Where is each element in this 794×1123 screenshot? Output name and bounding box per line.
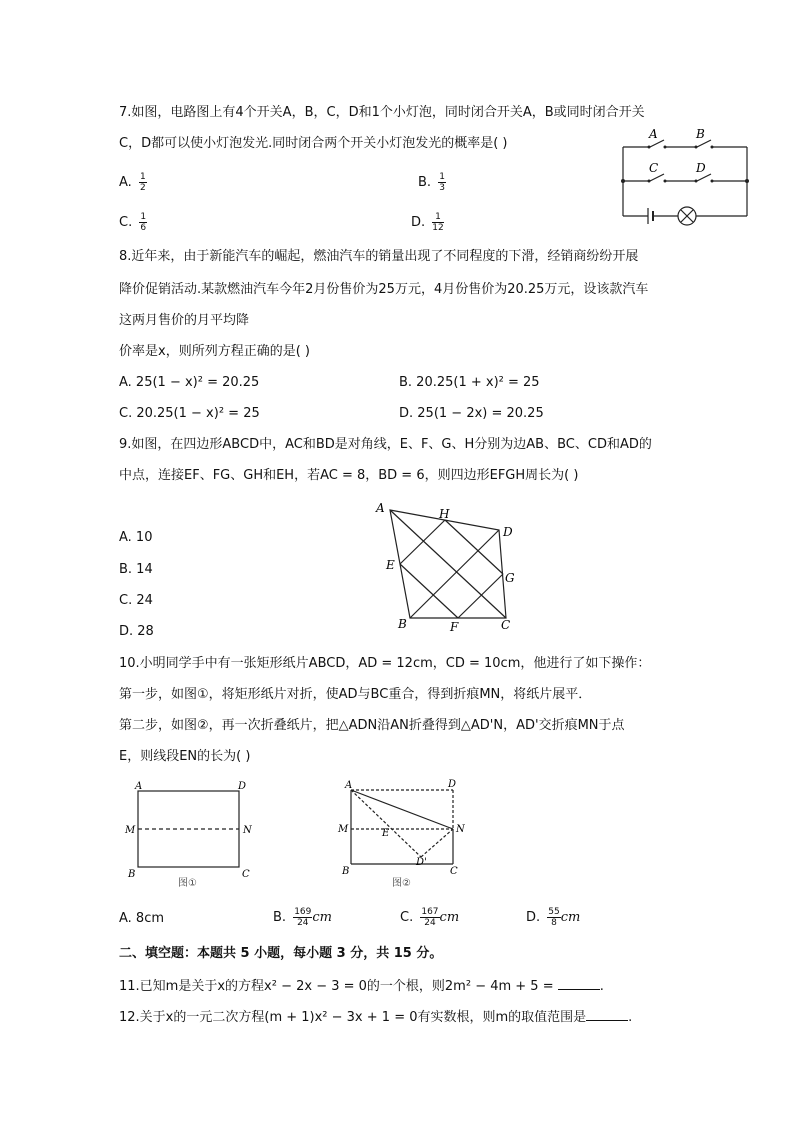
fig2-d-label: D [448,779,457,790]
numerator: 167 [421,907,439,917]
q7-option-b-fraction [438,172,446,193]
unit: cm [560,910,581,925]
q7-option-b [418,172,446,193]
denominator: 8 [551,918,557,928]
switch-d-label: D [696,161,706,175]
q10-option-b [273,907,332,928]
fig1-a-label: A [135,781,143,792]
q12 [119,1008,632,1027]
q8-line4: 价率是x，则所列方程正确的是( ) [119,344,310,359]
q9-option-a: A. 10 [119,530,153,545]
denominator: 12 [432,223,444,233]
q7-option-b-label: B. [418,175,432,190]
q9-option-c: C. 24 [119,593,153,608]
fig1-d-label: D [238,781,247,792]
point-f-label: F [450,620,459,634]
switch-a-label: A [649,127,658,141]
q7-option-d [411,212,444,233]
q7-option-d-fraction [432,212,443,233]
numerator: 55 [548,907,560,917]
fig1-b-label: B [128,869,136,880]
q10-option-d [526,907,580,928]
point-e-label: E [386,558,395,572]
q7-option-a-fraction [139,172,147,193]
fig1-c-label: C [242,869,250,880]
denominator: 2 [139,183,146,193]
q9-option-b: B. 14 [119,562,153,577]
q10-option-b-label: B. [273,910,287,925]
fig2-b-label: B [342,866,350,877]
denominator: 3 [439,183,445,193]
unit: cm [312,910,332,925]
quadrilateral-diagram [370,498,530,638]
vertex-b-label: B [398,617,407,631]
fig2-e-label: E [382,828,390,839]
q11-end: . [599,979,604,994]
q7-option-c-fraction [139,212,147,233]
vertex-a-label: A [376,501,385,515]
q7-option-c-label: C. [119,215,133,230]
q10-line1: 10.小明同学手中有一张矩形纸片ABCD，AD = 12cm，CD = 10cm，他进行了如下操作： [119,656,651,671]
vertex-c-label: C [501,618,511,632]
numerator: 169 [294,907,312,917]
q10-option-c-label: C. [400,910,414,925]
q7-option-a-label: A. [119,175,132,190]
q8-line2: 降价促销活动.某款燃油汽车今年2月份售价为25万元，4月份售价为20.25万元，设该款汽车 [119,282,649,297]
denominator: 24 [424,918,436,928]
q10-option-c-fraction [420,907,439,928]
circuit-diagram [610,120,760,230]
denominator: 6 [140,223,147,233]
numerator: 1 [432,212,443,223]
fig2-a-label: A [345,780,353,791]
numerator: 1 [140,212,147,222]
q7-line1: 7.如图，电路图上有4个开关A，B，C，D和1个小灯泡，同时闭合开关A，B或同时闭合开关 [119,105,645,120]
q11-answer-blank[interactable] [558,977,600,990]
q10-option-a: A. 8cm [119,911,165,926]
switch-c-label: C [649,161,659,175]
section-2-title: 二、填空题：本题共 5 小题，每小题 3 分，共 15 分。 [119,946,443,961]
fig2-n-label: N [456,824,465,835]
q11 [119,977,604,996]
numerator: 1 [139,172,146,182]
figure-1-rectangle [118,778,263,893]
q8-option-d: D. 25(1 − 2x) = 20.25 [399,406,544,421]
q10-line2: 第一步，如图①，将矩形纸片对折，使AD与BC重合，得到折痕MN，将纸片展平． [119,687,592,702]
q8-line3: 这两月售价的月平均降 [119,313,250,328]
fig1-caption: 图① [178,878,197,889]
q7-option-c [119,212,147,233]
switch-b-label: B [696,127,705,141]
q7-line2: C，D都可以使小灯泡发光.同时闭合两个开关小灯泡发光的概率是( ) [119,136,508,151]
fig1-n-label: N [243,825,252,836]
fig2-m-label: M [338,824,349,835]
unit: cm [439,910,460,925]
q9-option-d: D. 28 [119,624,154,639]
q12-end: . [628,1010,633,1025]
vertex-d-label: D [503,525,513,539]
q12-text: 12.关于x的一元二次方程(m + 1)x² − 3x + 1 = 0有实数根，则m的取值范围是 [119,1010,587,1025]
q10-line3: 第二步，如图②，再一次折叠纸片，把△ADN沿AN折叠得到△AD'N，AD'交折痕MN于点 [119,718,625,733]
fig1-m-label: M [125,825,136,836]
q9-line2: 中点，连接EF、FG、GH和EH，若AC = 8，BD = 6，则四边形EFGH周长为( ) [119,468,579,483]
point-h-label: H [439,507,450,521]
q8-option-b: B. 20.25(1 + x)² = 25 [399,375,540,390]
q8-line1: 8.近年来，由于新能汽车的崛起，燃油汽车的销量出现了不同程度的下滑，经销商纷纷开展 [119,249,639,264]
numerator: 1 [439,172,445,182]
figure-2-fold [330,775,480,893]
fig2-caption: 图② [392,878,411,889]
q7-option-d-label: D. [411,215,426,230]
q10-option-b-fraction [293,907,312,928]
q10-option-d-label: D. [526,910,541,925]
q12-answer-blank[interactable] [586,1008,628,1021]
q8-option-a: A. 25(1 − x)² = 20.25 [119,375,260,390]
q8-option-c: C. 20.25(1 − x)² = 25 [119,406,260,421]
q10-line4: E，则线段EN的长为( ) [119,749,251,764]
denominator: 24 [297,918,309,928]
q10-option-c [400,907,459,928]
fig2-c-label: C [450,866,458,877]
q9-line1: 9.如图，在四边形ABCD中，AC和BD是对角线，E、F、G、H分别为边AB、BC、CD和AD的 [119,437,652,452]
q10-option-d-fraction [547,907,560,928]
fig2-dprime-label: D' [416,857,427,868]
q11-text: 11.已知m是关于x的方程x² − 2x − 3 = 0的一个根，则2m² − 4m + 5 = [119,979,554,994]
q7-option-a [119,172,147,193]
point-g-label: G [505,571,515,585]
